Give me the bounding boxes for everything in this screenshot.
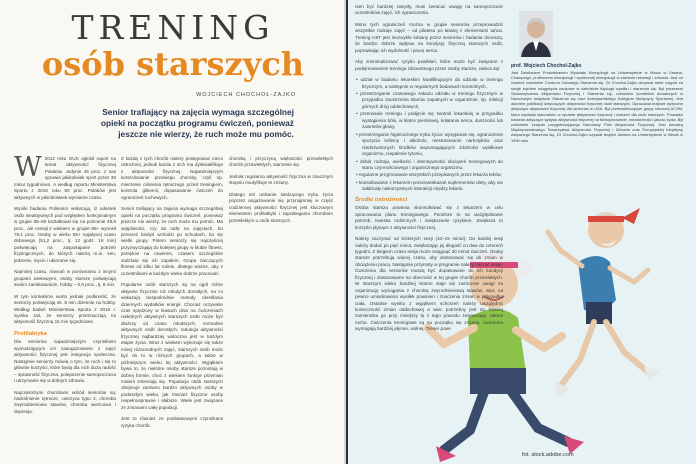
intro-paragraph bbox=[14, 152, 116, 201]
paragraph: chorobą i przyczyną większości przewlekłych chorób przewlekłych, starzenie się. bbox=[229, 156, 333, 168]
paragraph: Senior trafiający na zajęcia wymaga szczególnej opieki na początku programu ćwiczeń, ponieważ jeszcze nie wierzy, że ruch może mu pomóc. Ma wątpliwości, czy da radę na zajęciach, bo przecież kiedyś wchodzi po schodach, bo się wielki grupy. Potem seniorzy się najczęściej przyzwyczajają do kolejnej grupy w klubie fitness, przejście na rowerem, czasem szczególnie zadziwia się ich zapałem. Grupa ćwiczących fitness od kilku lat rośnie, dlatego ważne, aby z uczestnikami w każdym wieku dobrze pracować. bbox=[121, 206, 223, 276]
list-item: • regularne przyjmowanie wszystkich przepisanych przez lekarza leków, bbox=[362, 172, 503, 178]
paragraph: W tym kontekście warto jednak podkreślić, że seniorzy poświęcają ok. 8 min dziennie na hobby. Według badań Ministerstwa Sportu z 2016 r. wynika zaś, że seniorzy przeznaczają na aktywność fizyczną 15 min tygodniowo. bbox=[14, 293, 116, 325]
author-portrait-icon bbox=[519, 11, 553, 57]
man-runner-figure bbox=[548, 208, 660, 396]
author-name: prof. Wojciech Chochoł-Zajko bbox=[511, 63, 582, 69]
paragraph: Dlatego też unikanie siedzącego trybu życia poprzez angażowanie się przynajmniej w część codziennej aktywności fizycznej jest kluczowym elementem profilaktyki i zapobiegania chorobom przewlekłym u osób starszych. bbox=[229, 191, 333, 223]
list-item: • udział w badaniu lekarskim kwalifikującym do udziału w treningu fizycznym, a następnie w regularnych badaniach kontrolnych, bbox=[362, 77, 503, 90]
left-column-3 bbox=[229, 156, 333, 456]
paragraph: Jednak regularna aktywność fizyczna w znacznym stopniu modyfikuje te zmiany. bbox=[229, 173, 333, 186]
left-column-1 bbox=[14, 152, 116, 456]
paragraph: Aby zminimalizować ryzyko powikłań, które może być związane z podejmowaniem treningu zdrowotnego przez osoby starsze, zaleca się: bbox=[355, 59, 503, 71]
paragraph: Wyniki badania Polsenior wskazują, iż odsetek osób nieaktywnych pod względem funkcjonalnym w grupie 65–69 kształtował się na poziomie 49,8 proc., ale rosnął z wiekiem w grupie 85+ wynosił 79,1 proc. Osoby w wieku 65+ najwięcej czasu dobowego (51,2 proc., tj. 12 godz. 18 min) poświęcają na zaspokajanie potrzeb fizjologicznych, do których należą m.in. sen, jedzenie, mycie i ubieranie się. bbox=[14, 206, 116, 263]
paragraph: Osoba starsza powinna skonsultować się z lekarzem w celu opracowania planu treningowego. Poniższe to na uwzględnianie potrzeb, kwestia rodzinnych i zwiększanie ryzykiem. Zwiększa to korzyści płynące z aktywności fizycznej. bbox=[355, 205, 503, 230]
left-page bbox=[0, 0, 346, 464]
byline: WOJCIECH CHOCHOŁ-ZAJKO bbox=[196, 92, 296, 98]
section-heading-srodki-ostroznosci: Środki ostrożności bbox=[355, 196, 408, 203]
paragraph: Należy zaczynać od krótszych sesji (10–15 minut). Do każdej sesji należy dodać po pięć minut, zwiększając jej długość co dwa do czterech tygodni. Z biegiem czasu sesja może osiągnąć 30 minut ćwiczeń. Osoby starsze potrzebują więcej czasu, aby dostosować się do zmian w obciążeniu pracą. Następnie przyrosty w programie należy zacząć sesje. Ćwiczenia dla seniorów muszą być dopasowane do ich kondycji fizycznej i dostosowane na obecność w tej grupie chorób przewlekłych. W starszym wieku bardziej istotne staje się zwrócenie uwagi na organizację wyciągania z chorobą zwyrodnieniową stawów, więc na pewno umiarkowana wysiłek powinien i znaczeniu zmian w przypadku ciała. Ostatnie wyniku z wyjątkiem schorzeń należy uwzględnić konieczność zmian oddechowej a wiec potrzebny jest do trzeciej zamiennika go przy mniejszy tę z tego powodu zwiększając zakres ruchu. Ćwiczenia treningowe są na początku się zmiana, ćwiczenia wymagają bardziej płynne, wolnej. Trener powi- bbox=[355, 236, 503, 332]
intro-text: 2012 roku GUS ogłosił raport na temat aktywności fizycznej Polaków. Jedynie 45 proc. z nas uprawia jakikolwiek sport przez 30 minut tygodniowo. A według raportu Ministerstwa Sportu z 2016 roku 80 proc. Polaków jest aktywnych w jakimkolwiek wymiarze czasu. bbox=[14, 156, 116, 200]
paragraph: Dla seniorów najważniejszym czynnikiem wymuszającym ich zaangażowanie z zajęć aktywności fizycznej jest integracja społeczna. Następnie seniorzy mówią o tym, że ruch i się to głównie korzyści, które będą dla nich dużą radość – sprawność fizyczna, polepszenie samopoczucia i utrzymanie się w dobrym zdrowiu. bbox=[14, 339, 116, 384]
left-column-2 bbox=[121, 156, 223, 456]
photo-credit: fot. stock.adobe.com bbox=[522, 452, 574, 458]
paragraph: Jest to również ze podstawowymi czynnikami ryzyka chorób. bbox=[121, 416, 223, 428]
list-item: • konsultowanie z lekarzem przeciwwskazań suplementów diety, aby nie zakłócały niekorzystnych interakcji między lekami. bbox=[362, 180, 503, 193]
paragraph: Z każdą z tych chorób należy postępować nieco ostrożniej, jednak każda z nich ma dyskwalifikuje z aktywności fizycznej. Najważniejszym kontrolowanie przebiegu choroby, czyli np. mierzenie ciśnienia tętniczego przed treningiem, kontrola glikemii, dopasowanie ćwiczeń do ograniczeń ruchowych. bbox=[121, 156, 223, 200]
paragraph: Najmniej czasu, równań w porównaniu z innymi grupami wiekowymi, osoby starsze poświęcają swoim zamiłowaniom, hobby – 0,6 proc., tj. 8 min. bbox=[14, 269, 116, 288]
paragraph: nien być bardziej zwięzły, musi zwracać uwagę na samopoczucie uczestników zajęć, ich ograniczenia. bbox=[355, 4, 503, 16]
recommendation-list bbox=[355, 77, 503, 193]
list-item: • dobór rodzaju, wielkości i intensywności obciążeń treningowych do stanu czynnościowego i organicznego organizmu, bbox=[362, 159, 503, 172]
list-item: • przestrzeganie czasowego zakazu udziału w treningu fizycznym w przypadku zaostrzenia stanów zapalnych w organizmie, np. infekcji górnych dróg oddechowych, bbox=[362, 91, 503, 110]
drop-cap: W bbox=[14, 152, 42, 183]
author-photo bbox=[519, 11, 553, 57]
section-heading-profilaktyka: Profilaktyka bbox=[14, 330, 47, 337]
paragraph: Najczęstszymi chorobami wśród seniorów są: nadciśnienie tętnicze, cukrzyca typu 2, choroba zwyrodnieniowa stawów, choroba wieńcowa i depresja. bbox=[14, 389, 116, 414]
paragraph: Popularne osób starszych są na ogół różne aktywne fizycznie niż młodych dorosłych, na co wskazują bezpośrednie metody określania dziennych wydatków energii. Chociaż oczywiste czas spędzony w klasach dnia na ćwiczeniach niektórych aktywnych starszych osób może być dłuższy od czasu młodszych, normalnie aktywnych osób dorosłych, redukcja aktywności fizycznej najbardziej widoczna jest w każdym etapie życia. Wraz z wiekiem wykonuje się także mniej różnorodnych zajęć, starszych osób może być do to w różnych grupach, a także w późniejszym wieku tej aktywności. Wyjątkiem bywa to, że niektóre osoby starsze pozostają w dobrej formie, choć z wiekiem funkcje przemian materii zmieniają się. Populacja osób starszych obejmuje zarówno bardzo aktywnych osoby w podeszłym wieku, jak również fizyczne osoby niepełnosprawne i słabsze. Wiele jest związane ze zmianami całej populacji. bbox=[121, 282, 223, 410]
title-line-1: TRENING bbox=[71, 8, 275, 47]
author-bio: Jest Dziekanem Prodziekanem Wydziału Kinezjologii na Uniwersytecie w Illinois w Urbana-Champaign, profesorem kinezjologii i społecznej kinezjologii w zakresie rekreacji i zdrowia. Jest on również członkiem Centrum Zdrowego Starzenia się. Dr Chochoł-Zajko otrzymał wiele nagród za swoje wybitne osiągnięcia naukowe w dziedzinie fizjologii wysiłku i starzenia się. Był prezesem Stowarzyszenia Aktywności Fizycznej i Starzenia się, członkiem komitetów doradczych w Narodowym Instytucie Starzenia się oraz Amerykańskiego Kolegium Medycyny Sportowej. Jest autorem publikacji dotyczących aktywności fizycznej osób starszych. Opracował krajowe wytyczne dotyczące aktywności fizycznej dla seniorów w USA. Był przewodniczącym grupy roboczej ACSM, która napisała stanowisko w sprawie aktywności fizycznej i ćwiczeń dla osób starszych. Prowadzi badania dotyczące wpływu aktywności fizycznej na funkcjonowanie, niezależność i jakość życia. Był członkiem zespołu przygotowującego Narodowy Plan Aktywności Fizycznej. Jest doradcą Międzynarodowego Towarzystwa Aktywności Fizycznej i Zdrowia oraz Europejskiej Inicjatywy Aktywnego Starzenia się. Dr Chochoł-Zajko uzyskał stopień doktora na Uniwersytecie w Illinois w 1990 roku. bbox=[511, 70, 683, 143]
right-column-1 bbox=[355, 4, 504, 332]
lead-paragraph: Senior trafiający na zajęcia wymaga szczególnej opieki na początku programu ćwiczeń, ponieważ jeszcze nie wierzy, że ruch może mu pomóc. bbox=[100, 107, 294, 140]
paragraph: Mimo tych ograniczeń można w grupie seniorów przeprowadzić wszystkie rodzaje zajęć – od pilatesu po łatwiej z elementami tańca. Trening HIIT jest niezwykle lubiany przez seniorów i badania donoszą, że bardzo dobrze wpływa na kondycję fizyczną starszych osób, poprawiając ich wydolność i pracę serca. bbox=[355, 21, 503, 53]
list-item: • przestrzeganie higienicznego trybu życia: wysypianie się, ograniczenie spożycia kofeiny i alkoholu, niestosowanie narkotyków oraz niedozwolonych środków wspomagających zdolności wysiłkowe organizmu, niepalenie tytoniu, bbox=[362, 132, 503, 158]
title-line-2: osób starszych bbox=[41, 45, 305, 83]
list-item: • przerwanie treningu i podjęcie się kontroli lekarskiej w przypadku wystąpienia bólu, w klatce piersiowej, kołatania serca, duszności lub zawrotów głowy, bbox=[362, 111, 503, 130]
